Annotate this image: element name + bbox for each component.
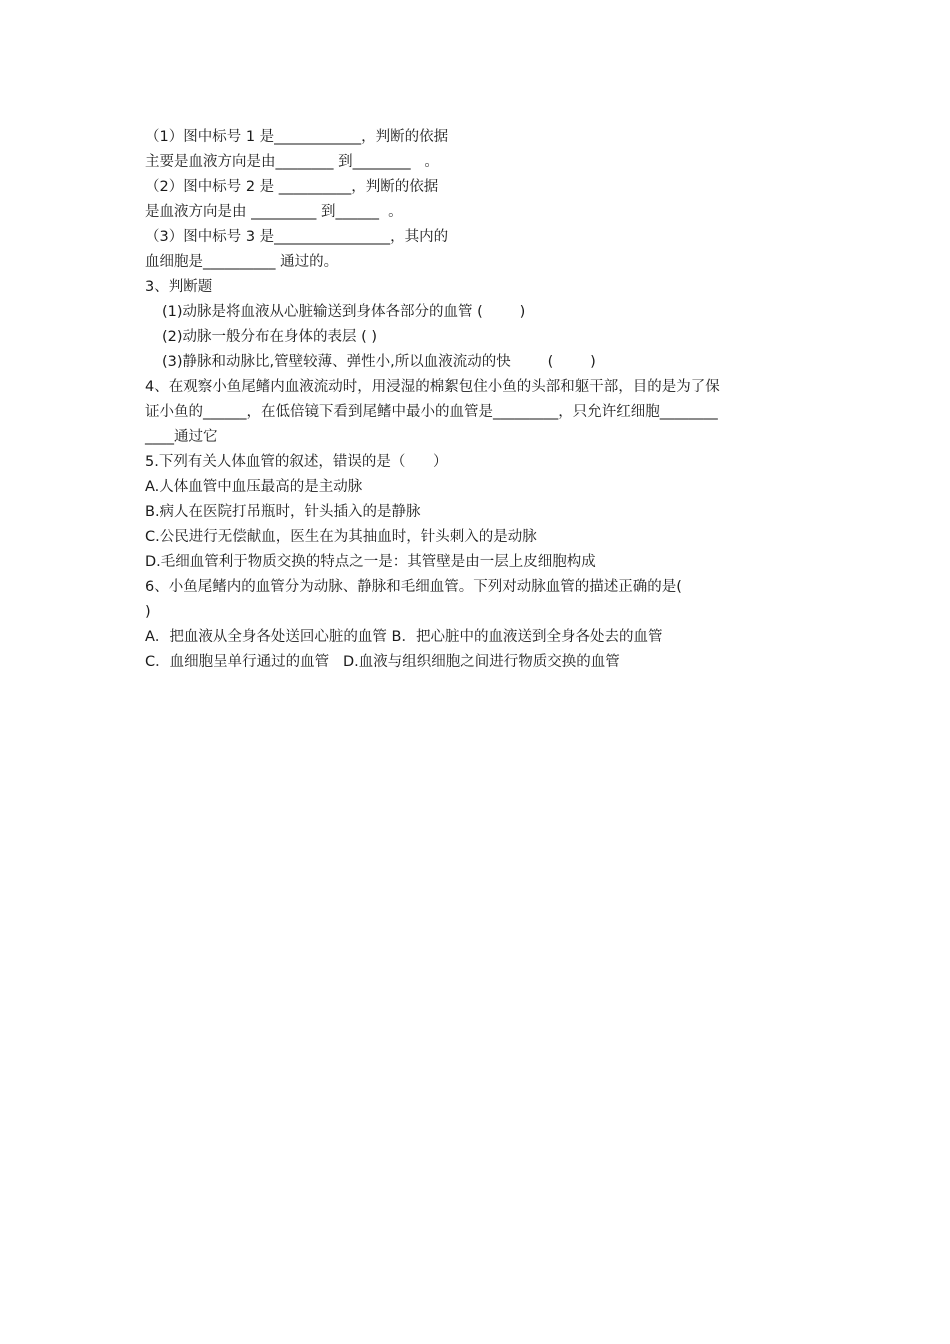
q2-line2: 是血液方向是由 _________ 到______ 。	[145, 204, 403, 220]
q5-option-d: D.毛细血管利于物质交换的特点之一是：其管壁是由一层上皮细胞构成	[145, 554, 596, 570]
q6-options-cd: C．血细胞呈单行通过的血管 D.血液与组织细胞之间进行物质交换的血管	[145, 654, 620, 670]
q5-stem: 5.下列有关人体血管的叙述，错误的是（ ）	[145, 454, 448, 470]
q5-option-a: A.人体血管中血压最高的是主动脉	[145, 479, 363, 495]
q4-line1: 4、在观察小鱼尾鳍内血液流动时，用浸湿的棉絮包住小鱼的头部和躯干部，目的是为了保	[145, 379, 720, 395]
q4-line2: 证小鱼的______，在低倍镜下看到尾鳍中最小的血管是_________，只允许红细胞________	[145, 404, 718, 420]
judge-item-2: (2)动脉一般分布在身体的表层 ( )	[162, 329, 378, 345]
q5-option-c: C.公民进行无偿献血，医生在为其抽血时，针头刺入的是动脉	[145, 529, 537, 545]
q4-line3: ____通过它	[145, 429, 218, 445]
section-3-heading: 3、判断题	[145, 279, 213, 295]
q6-options-ab: A．把血液从全身各处送回心脏的血管 B．把心脏中的血液送到全身各处去的血管	[145, 629, 663, 645]
judge-item-3: (3)静脉和动脉比,管壁较薄、弹性小,所以血液流动的快 ( )	[162, 354, 596, 370]
q1-line1: （1）图中标号 1 是____________，判断的依据	[145, 129, 449, 145]
q3-line1: （3）图中标号 3 是________________，其内的	[145, 229, 449, 245]
judge-item-1: (1)动脉是将血液从心脏输送到身体各部分的血管 ( )	[162, 304, 526, 320]
q5-option-b: B.病人在医院打吊瓶时，针头插入的是静脉	[145, 504, 421, 520]
q3-line2: 血细胞是__________ 通过的。	[145, 254, 339, 270]
q2-line1: （2）图中标号 2 是 __________，判断的依据	[145, 179, 439, 195]
q6-stem: 6、小鱼尾鳍内的血管分为动脉、静脉和毛细血管。下列对动脉血管的描述正确的是(	[145, 579, 682, 595]
q6-stem-close: )	[145, 604, 151, 620]
q1-line2: 主要是血液方向是由________ 到________ 。	[145, 154, 439, 170]
